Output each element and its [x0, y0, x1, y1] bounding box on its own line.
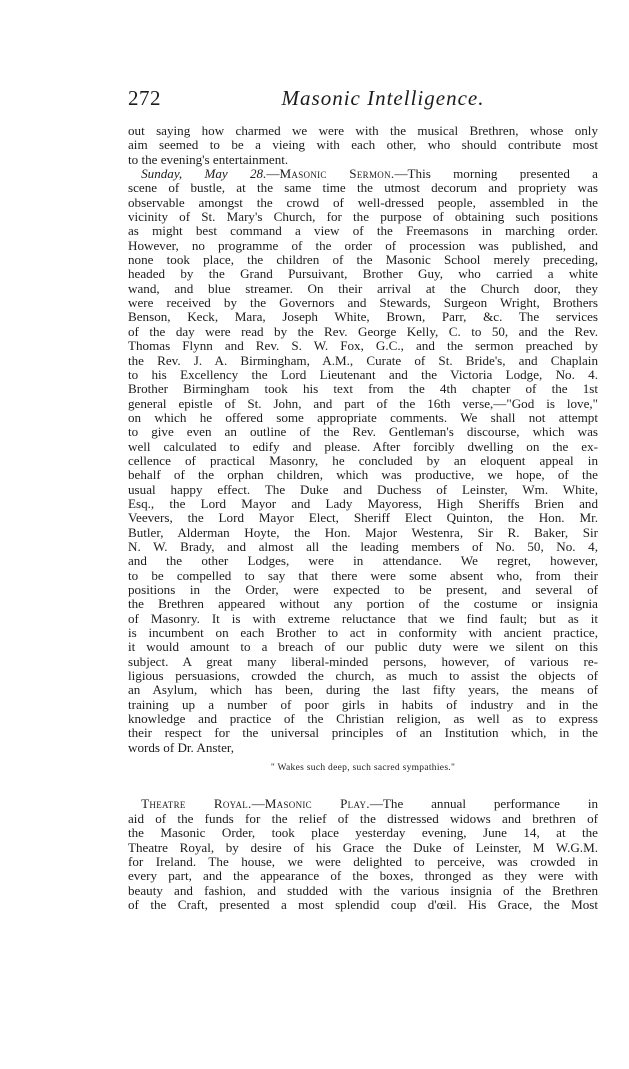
text-line: as might best command a view of the Freemasons in marching order. [128, 223, 598, 239]
text-line: of the day were read by the Rev. George Kelly, C. to 50, and the Rev. [128, 323, 598, 339]
text-line: an Asylum, which has been, during the last fifty years, the means of [128, 682, 598, 698]
text-line: to be compelled to say that there were some absent who, from their [128, 567, 598, 583]
text-line: usual happy effect. The Duke and Duchess of Leinster, Wm. White, [128, 481, 598, 497]
text-line: positions in the Order, were expected to be present, and several of [128, 582, 598, 597]
text-line: However, no programme of the order of procession was published, and [128, 237, 598, 253]
text-line: ligious persuasions, crowded the church, as much to assist the objects of [128, 668, 598, 684]
sermon-date: Sunday, May 28. [141, 166, 267, 182]
text-line: N. W. Brady, and almost all the leading members of No. 50, No. 4, [128, 538, 598, 554]
quotation: " Wakes such deep, such sacred sympathies." [270, 763, 456, 774]
text-line: Esq., the Lord Mayor and Lady Mayoress, High Sheriffs Brien and [128, 495, 598, 511]
text-line: and the other Lodges, were in attendance. We regret, however, [128, 553, 598, 569]
text-line: well calculated to edify and please. After forcibly dwelling on the ex- [128, 438, 598, 454]
text-line: subject. A great many liberal-minded persons, however, of various re- [128, 653, 598, 669]
text-line: the Masonic Order, took place yesterday evening, June 14, at the [128, 825, 598, 841]
text-line: scene of bustle, at the same time the utmost decorum and propriety was [128, 180, 598, 196]
paragraph-masonic-sermon [128, 167, 598, 755]
text-line: it would amount to a breach of our public duty were we silent on this [128, 639, 598, 655]
text-line: the Brethren appeared without any portion of the costume or insignia [128, 596, 598, 612]
text-line: Thomas Flynn and Rev. S. W. Fox, G.C., and the sermon preached by [128, 338, 598, 354]
text-line: words of Dr. Anster, [128, 739, 235, 755]
text-line-first [128, 797, 598, 811]
text-line: their respect for the universal principles of an Institution which, in the [128, 725, 598, 741]
text-line: none took place, the children of the Masonic School merely preceding, [128, 252, 598, 268]
section-heading-masonic-play: Masonic Play. [264, 796, 370, 812]
text-line: knowledge and practice of the Christian religion, as well as to express [128, 711, 598, 727]
text-line: training up a number of poor girls in habits of industry and in the [128, 696, 598, 712]
text-line-first [128, 167, 598, 181]
text-line: Theatre Royal, by desire of his Grace the Duke of Leinster, M W.G.M. [128, 839, 598, 855]
article-body [128, 124, 598, 912]
page-number: 272 [128, 86, 161, 110]
text-fragment: —The annual performance in [369, 796, 598, 812]
section-heading-theatre-royal: Theatre Royal. [141, 796, 252, 812]
section-heading-masonic-sermon: Masonic Sermon. [279, 166, 395, 182]
text-line: behalf of the orphan children, which was productive, we hope, of the [128, 467, 598, 483]
text-line: were received by the Governors and Stewards, Surgeon Wright, Brothers [128, 295, 598, 311]
running-head: Masonic Intelligence. [281, 86, 485, 110]
text-line: Veevers, the Lord Mayor Elect, Sheriff Elect Quinton, the Hon. Mr. [128, 510, 598, 526]
text-line: Brother Birmingham took his text from the 4th chapter of the 1st [128, 381, 598, 397]
page-header [128, 82, 598, 118]
text-line: every part, and the appearance of the boxes, thronged as they were with [128, 868, 598, 884]
text-line: to the evening's entertainment. [128, 151, 289, 167]
paragraph-entertainment [128, 124, 598, 167]
text-line: to his Excellency the Lord Lieutenant and the Victoria Lodge, No. 4. [128, 366, 598, 382]
text-fragment: —This morning presented a [394, 166, 598, 182]
text-line: general epistle of St. John, and part of the 16th verse,—"God is love," [128, 395, 598, 411]
text-line: wand, and blue streamer. On their arrival at the Church door, they [128, 280, 598, 296]
text-line: of Masonry. It is with extreme reluctance that we find fault; but as it [128, 610, 598, 626]
em-dash: — [266, 166, 280, 182]
text-line: to give even an outline of the Rev. Gentleman's discourse, which was [128, 424, 598, 440]
text-line: for Ireland. The house, we were delighted to perceive, was crowded in [128, 853, 598, 869]
text-line: observable amongst the crowd of well-dressed people, assembled in the [128, 194, 598, 210]
text-line: aim seemed to be a vieing with each other, who should contribute most [128, 137, 598, 153]
text-line: the Rev. J. A. Birmingham, A.M., Curate of St. Bride's, and Chaplain [128, 352, 598, 368]
paragraph-theatre-royal [128, 797, 598, 912]
text-line: is incumbent on each Brother to act in conformity with ancient practice, [128, 625, 598, 641]
text-line: on which he offered some appropriate comments. We shall not attempt [128, 409, 598, 425]
text-line: beauty and fashion, and studded with the various insignia of the Brethren [128, 882, 598, 898]
text-line: headed by the Grand Pursuivant, Brother Guy, who carried a white [128, 266, 598, 282]
text-line: aid of the funds for the relief of the distressed widows and brethren of [128, 810, 598, 826]
text-line: out saying how charmed we were with the musical Brethren, whose only [128, 123, 598, 138]
text-line: Benson, Keck, Mara, Joseph White, Brown, Parr, &c. The services [128, 309, 598, 325]
em-dash: — [251, 796, 265, 812]
text-line: vicinity of St. Mary's Church, for the purpose of obtaining such positions [128, 209, 598, 225]
text-line: cellence of practical Masonry, he concluded by an eloquent appeal in [128, 452, 598, 468]
text-line: of the Craft, presented a most splendid coup d'œil. His Grace, the Most [128, 896, 598, 912]
text-line: Butler, Alderman Hoyte, the Hon. Major Westenra, Sir R. Baker, Sir [128, 524, 598, 540]
